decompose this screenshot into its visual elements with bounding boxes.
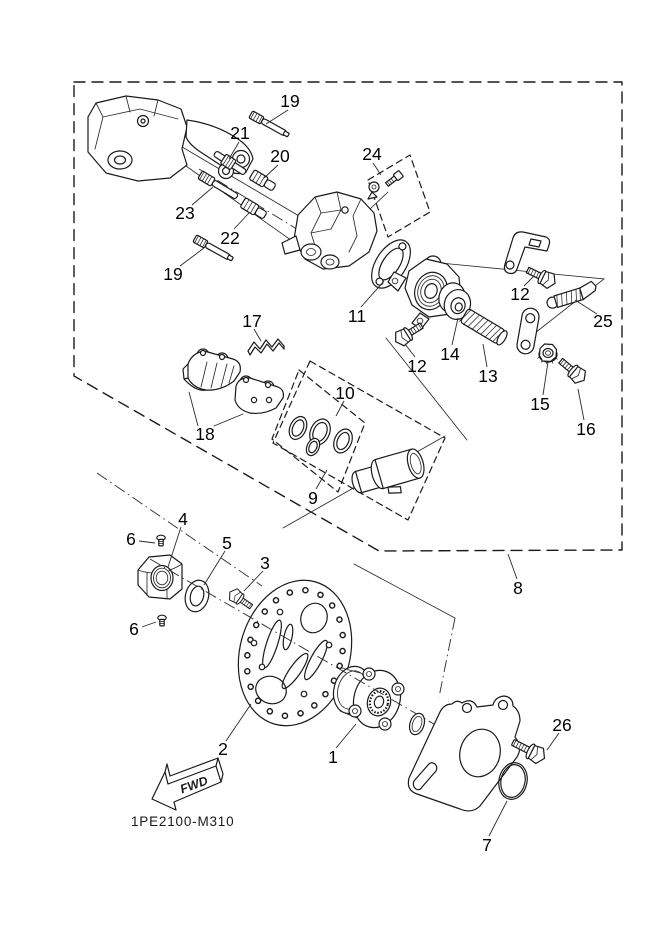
lever-bracket xyxy=(504,232,549,274)
link-plate xyxy=(516,307,541,355)
callout-leader-5 xyxy=(204,551,225,585)
callout-1: 1 xyxy=(328,747,338,767)
callout-leader-7 xyxy=(489,801,507,836)
stay-bracket xyxy=(408,696,520,811)
callout-26: 26 xyxy=(552,715,572,735)
callout-3: 3 xyxy=(260,553,270,573)
bolt-3 xyxy=(226,586,255,612)
callout-20: 20 xyxy=(270,146,290,166)
callout-25: 25 xyxy=(593,311,613,331)
callout-leader-13 xyxy=(483,344,487,367)
callout-leader-10 xyxy=(336,401,344,416)
washer-5 xyxy=(182,578,212,615)
piston-9 xyxy=(348,447,429,505)
callout-17: 17 xyxy=(242,311,262,331)
callout-leader-6 xyxy=(142,622,156,627)
callout-14: 14 xyxy=(440,344,460,364)
callout-6: 6 xyxy=(129,619,139,639)
screw-6-lower xyxy=(158,615,166,626)
callout-leader-6 xyxy=(139,541,155,543)
callout-leader-8 xyxy=(508,554,517,579)
part-code: 1PE2100-M310 xyxy=(131,814,235,829)
callout-23: 23 xyxy=(175,203,195,223)
callout-leader-2 xyxy=(226,704,251,741)
axle-nut-4 xyxy=(138,555,182,599)
callout-leader-20 xyxy=(264,165,278,178)
callout-10: 10 xyxy=(335,383,355,403)
callout-11: 11 xyxy=(347,306,367,326)
callout-leader-23 xyxy=(192,187,213,205)
callout-21: 21 xyxy=(230,123,250,143)
callout-4: 4 xyxy=(178,509,188,529)
callout-leader-9 xyxy=(316,470,327,489)
callout-leader-26 xyxy=(547,733,559,750)
pad-spring-17 xyxy=(248,339,284,355)
callout-5: 5 xyxy=(222,533,232,553)
callout-leader-3 xyxy=(244,571,263,591)
bolt-16 xyxy=(556,355,590,387)
callout-leader-14 xyxy=(452,318,458,345)
bleed-cap xyxy=(368,182,379,199)
adjuster-spring-13 xyxy=(459,308,509,347)
callout-leader-19 xyxy=(180,248,204,266)
callout-8: 8 xyxy=(513,578,523,598)
callout-19: 19 xyxy=(163,264,183,284)
callout-12: 12 xyxy=(510,284,530,304)
kit-box-9 xyxy=(273,361,445,520)
callout-16: 16 xyxy=(576,419,596,439)
callout-19: 19 xyxy=(280,91,300,111)
callout-leader-1 xyxy=(336,724,356,748)
bleed-screw xyxy=(385,170,404,187)
bolt-12-lower xyxy=(391,319,425,349)
callout-leader-18 xyxy=(189,392,198,426)
fwd-label: FWD xyxy=(178,773,210,797)
small-seal xyxy=(407,711,427,736)
callout-12: 12 xyxy=(407,356,427,376)
callout-leader-24 xyxy=(373,163,381,175)
callout-leader-22 xyxy=(234,213,249,229)
caliper-body xyxy=(282,192,377,269)
screw-6-upper xyxy=(157,535,165,546)
callout-15: 15 xyxy=(530,394,550,414)
callout-7: 7 xyxy=(482,835,492,855)
callout-9: 9 xyxy=(308,488,318,508)
callout-leader-19 xyxy=(266,110,288,124)
callout-6: 6 xyxy=(126,529,136,549)
mount-bolt-19-upper xyxy=(249,111,290,139)
callout-leader-11 xyxy=(361,281,384,307)
callout-leader-16 xyxy=(578,389,584,420)
callout-2: 2 xyxy=(218,739,228,759)
callout-13: 13 xyxy=(478,366,498,386)
seal-kit-rings xyxy=(286,414,356,458)
slide-pin-23 xyxy=(198,171,239,201)
kit-box-24 xyxy=(368,155,430,237)
brake-pad-left xyxy=(183,349,240,390)
callout-leader-15 xyxy=(543,362,548,395)
flange-nut-15 xyxy=(538,344,558,364)
callout-18: 18 xyxy=(195,424,215,444)
callout-24: 24 xyxy=(362,144,382,164)
callout-22: 22 xyxy=(220,228,240,248)
brake-pad-right xyxy=(235,376,283,413)
